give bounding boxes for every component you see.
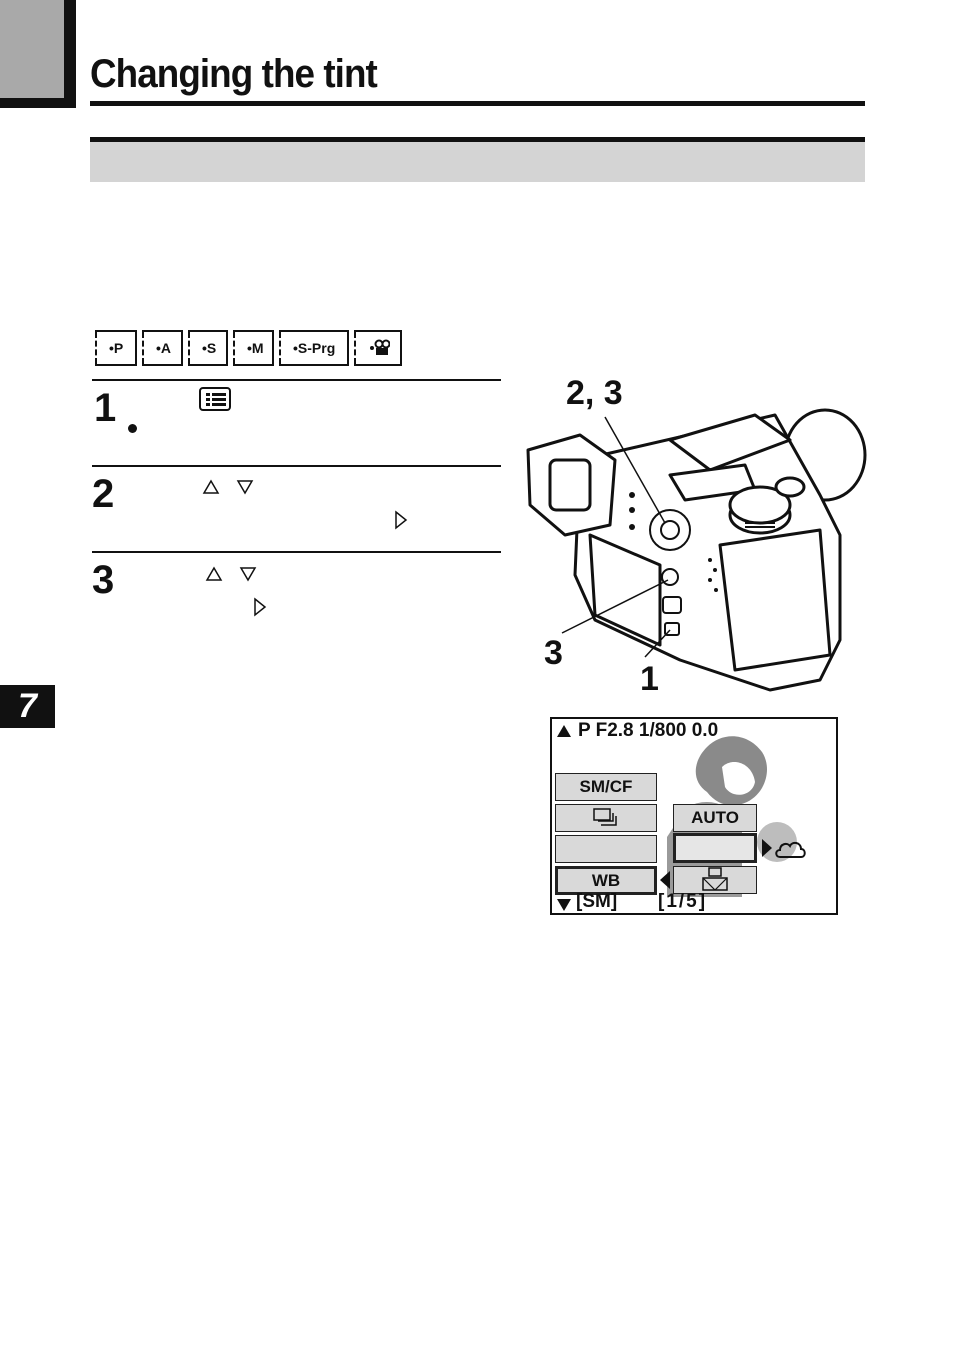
up-indicator-icon bbox=[557, 725, 571, 737]
menu-button-icon bbox=[199, 387, 231, 411]
left-indicator-icon bbox=[660, 871, 670, 889]
callout-label-1: 1 bbox=[640, 660, 659, 698]
menu-tab-blank[interactable] bbox=[555, 835, 657, 863]
step-number-3: 3 bbox=[92, 558, 115, 602]
step-rule-2 bbox=[92, 465, 501, 467]
right-arrow-icon bbox=[394, 510, 408, 530]
callout-label-2-3: 2, 3 bbox=[566, 374, 623, 412]
corner-tab-fill bbox=[0, 0, 64, 98]
lcd-page-indicator: [1/5] bbox=[658, 891, 708, 912]
mode-s-prg-icon: • S-Prg bbox=[279, 330, 349, 366]
down-arrow-icon bbox=[236, 479, 254, 495]
menu-tab-drive[interactable] bbox=[555, 804, 657, 832]
down-indicator-icon bbox=[557, 899, 571, 911]
chapter-tab: 7 bbox=[0, 685, 55, 728]
title-rule bbox=[90, 101, 865, 106]
mode-a-icon: • A bbox=[142, 330, 183, 366]
menu-tab-card[interactable]: SM/CF bbox=[555, 773, 657, 801]
page-title: Changing the tint bbox=[90, 52, 377, 96]
right-indicator-icon bbox=[762, 839, 772, 857]
lcd-status-line: P F2.8 1/800 0.0 bbox=[578, 720, 719, 741]
preset-icon bbox=[700, 867, 730, 891]
lcd-memory-label: [SM] bbox=[576, 891, 618, 912]
wb-option-preset[interactable] bbox=[673, 866, 757, 894]
right-arrow-icon bbox=[253, 597, 267, 617]
lcd-screen bbox=[550, 717, 838, 915]
wb-option-selected[interactable] bbox=[673, 833, 757, 863]
section-heading-bar bbox=[90, 142, 865, 182]
up-arrow-icon bbox=[205, 566, 223, 582]
mode-m-icon: • M bbox=[233, 330, 274, 366]
step-number-1: 1 bbox=[94, 386, 117, 430]
camera-illustration bbox=[520, 405, 870, 695]
step-rule-1 bbox=[92, 379, 501, 381]
menu-tab-wb[interactable]: WB bbox=[555, 866, 657, 895]
down-arrow-icon bbox=[239, 566, 257, 582]
bullet-dot bbox=[128, 424, 137, 433]
up-arrow-icon bbox=[202, 479, 220, 495]
step-number-2: 2 bbox=[92, 472, 115, 516]
mode-p-icon: • P bbox=[95, 330, 137, 366]
movie-icon bbox=[354, 330, 402, 366]
mode-icon-row bbox=[95, 330, 402, 370]
cloudy-icon bbox=[774, 837, 808, 861]
burst-icon bbox=[591, 807, 621, 829]
callout-label-3: 3 bbox=[544, 634, 563, 672]
wb-option-auto[interactable]: AUTO bbox=[673, 804, 757, 832]
step-rule-3 bbox=[92, 551, 501, 553]
mode-s-icon: • S bbox=[188, 330, 228, 366]
